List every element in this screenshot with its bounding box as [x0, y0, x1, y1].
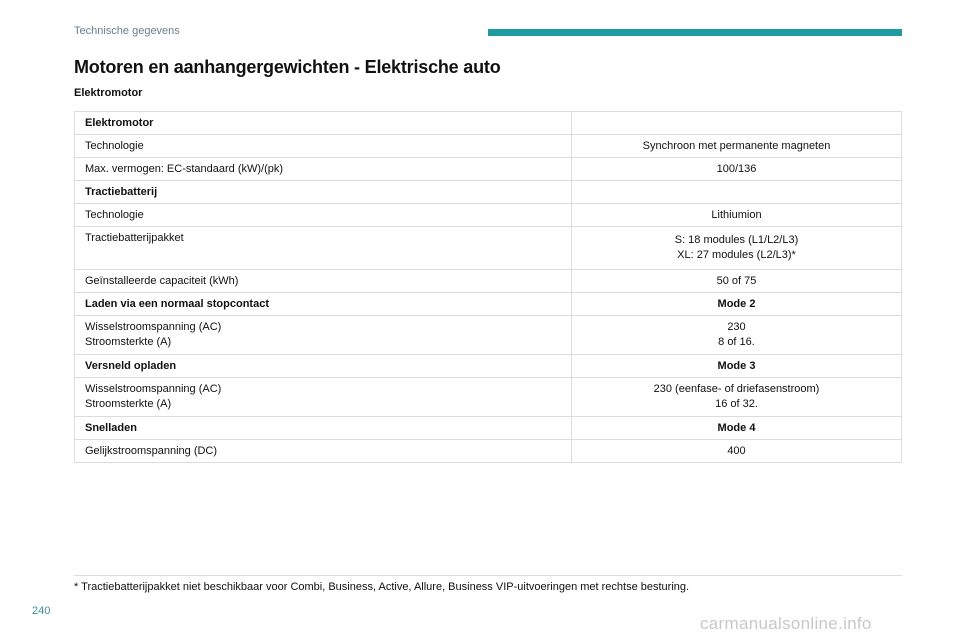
- row-label: Snelladen: [75, 417, 572, 440]
- watermark: carmanualsonline.info: [700, 614, 872, 633]
- row-label: Laden via een normaal stopcontact: [75, 293, 572, 316]
- row-label: Wisselstroomspanning (AC) Stroomsterkte (A): [75, 316, 572, 355]
- row-value: 100/136: [572, 158, 902, 181]
- footnote: * Tractiebatterijpakket niet beschikbaar voor Combi, Business, Active, Allure, Business VIP-uitvoeringen met rechtse besturing.: [74, 581, 690, 593]
- row-value: Synchroon met permanente magneten: [572, 135, 902, 158]
- section-header: Technische gegevens: [74, 25, 180, 37]
- row-label: Gelijkstroomspanning (DC): [75, 440, 572, 463]
- table-row: [75, 378, 902, 417]
- row-value: S: 18 modules (L1/L2/L3) XL: 27 modules (L2/L3)*: [572, 227, 902, 270]
- footnote-divider: [74, 575, 902, 576]
- page-number: 240: [32, 605, 51, 617]
- row-value: [572, 181, 902, 204]
- table-row: [75, 112, 902, 135]
- row-value: Mode 4: [572, 417, 902, 440]
- table-row: [75, 417, 902, 440]
- table-row: [75, 440, 902, 463]
- table-row: [75, 293, 902, 316]
- row-label: Technologie: [75, 204, 572, 227]
- specs-table: [74, 111, 902, 463]
- row-label: Geïnstalleerde capaciteit (kWh): [75, 270, 572, 293]
- table-row: [75, 158, 902, 181]
- table-row: [75, 135, 902, 158]
- table-row: [75, 227, 902, 270]
- row-value: 400: [572, 440, 902, 463]
- page-title: Motoren en aanhangergewichten - Elektrische auto: [74, 57, 501, 77]
- row-label: Max. vermogen: EC-standaard (kW)/(pk): [75, 158, 572, 181]
- row-value: 230 8 of 16.: [572, 316, 902, 355]
- row-label: Tractiebatterijpakket: [75, 227, 572, 270]
- row-label: Versneld opladen: [75, 355, 572, 378]
- row-value: 50 of 75: [572, 270, 902, 293]
- row-label: Wisselstroomspanning (AC) Stroomsterkte (A): [75, 378, 572, 417]
- table-row: [75, 270, 902, 293]
- table-row: [75, 355, 902, 378]
- row-value: Lithiumion: [572, 204, 902, 227]
- row-label: Elektromotor: [75, 112, 572, 135]
- row-value: [572, 112, 902, 135]
- table-row: [75, 204, 902, 227]
- row-value: 230 (eenfase- of driefasenstroom) 16 of 32.: [572, 378, 902, 417]
- row-value: Mode 2: [572, 293, 902, 316]
- section-subtitle: Elektromotor: [74, 87, 143, 99]
- header-accent-bar: [488, 29, 902, 36]
- row-value: Mode 3: [572, 355, 902, 378]
- table-row: [75, 181, 902, 204]
- row-label: Technologie: [75, 135, 572, 158]
- row-label: Tractiebatterij: [75, 181, 572, 204]
- table-row: [75, 316, 902, 355]
